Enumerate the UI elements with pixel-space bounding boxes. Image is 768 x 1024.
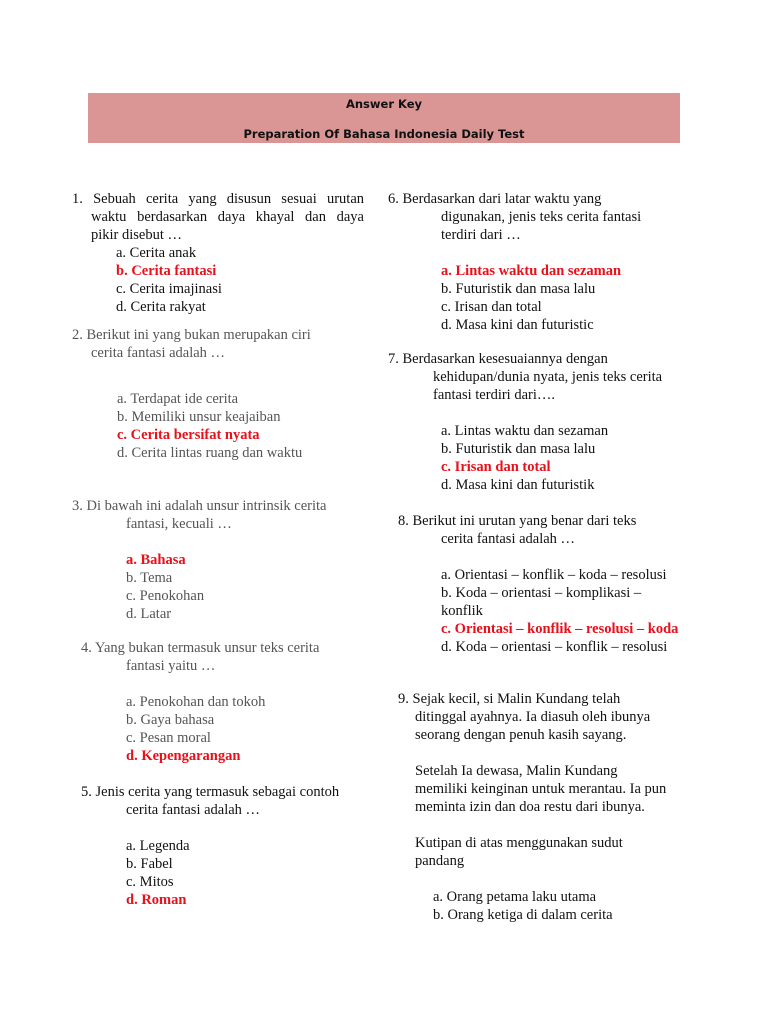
header-subtitle: Preparation Of Bahasa Indonesia Daily Test bbox=[243, 127, 525, 141]
option-c: c. Cerita imajinasi bbox=[116, 281, 222, 297]
option-d-correct: d. Kepengarangan bbox=[126, 748, 241, 764]
question-8-stem: 8. Berikut ini urutan yang benar dari teks cerita fantasi adalah … bbox=[398, 513, 637, 547]
option-b: b. Gaya bahasa bbox=[126, 712, 215, 728]
question-3-stem: 3. Di bawah ini adalah unsur intrinsik cerita fantasi, kecuali … bbox=[72, 498, 327, 532]
option-a: a. Legenda bbox=[126, 838, 190, 854]
option-a: a. Cerita anak bbox=[116, 245, 197, 261]
option-d: d. Koda – orientasi – konflik – resolusi bbox=[441, 639, 668, 655]
option-c: c. Pesan moral bbox=[126, 730, 211, 746]
option-d: d. Latar bbox=[126, 606, 172, 622]
option-c: c. Mitos bbox=[126, 874, 174, 890]
question-4-stem: 4. Yang bukan termasuk unsur teks cerita fantasi yaitu … bbox=[81, 640, 320, 674]
question-9-paragraph-2: Setelah Ia dewasa, Malin Kundang memiliki keinginan untuk merantau. Ia pun meminta izin dan doa restu dari ibunya. bbox=[415, 763, 667, 815]
option-a: a. Terdapat ide cerita bbox=[117, 391, 239, 407]
option-d-correct: d. Roman bbox=[126, 892, 187, 908]
question-7 bbox=[388, 350, 662, 494]
option-b: b. Orang ketiga di dalam cerita bbox=[433, 907, 613, 923]
question-2-stem: 2. Berikut ini yang bukan merupakan ciri cerita fantasi adalah … bbox=[72, 327, 311, 361]
header-title: Answer Key bbox=[345, 97, 423, 111]
option-a: a. Lintas waktu dan sezaman bbox=[441, 423, 609, 439]
option-d: d. Masa kini dan futuristic bbox=[441, 317, 594, 333]
option-b: b. Futuristik dan masa lalu bbox=[441, 441, 596, 457]
option-a: a. Penokohan dan tokoh bbox=[126, 694, 266, 710]
question-6-stem: 6. Berdasarkan dari latar waktu yang digunakan, jenis teks cerita fantasi terdiri dari … bbox=[388, 191, 642, 243]
question-4 bbox=[81, 639, 319, 765]
option-a: a. Orientasi – konflik – koda – resolusi bbox=[441, 567, 667, 583]
option-d: d. Cerita lintas ruang dan waktu bbox=[117, 445, 303, 461]
question-2 bbox=[72, 326, 311, 462]
question-9-prompt: Kutipan di atas menggunakan sudut pandang bbox=[415, 835, 623, 869]
option-d: d. Masa kini dan futuristik bbox=[441, 477, 595, 493]
option-a-correct: a. Lintas waktu dan sezaman bbox=[441, 263, 622, 279]
question-7-stem: 7. Berdasarkan kesesuaiannya dengan kehidupan/dunia nyata, jenis teks cerita fantasi terdiri dari…. bbox=[388, 351, 663, 403]
question-6 bbox=[388, 190, 641, 334]
option-b-correct: b. Cerita fantasi bbox=[116, 263, 217, 279]
answer-key-header bbox=[88, 93, 680, 143]
question-1-stem: 1. Sebuah cerita yang disusun sesuai urutan waktu berdasarkan daya khayal dan daya pikir disebut … bbox=[72, 191, 364, 243]
option-b: b. Koda – orientasi – komplikasi – konflik bbox=[441, 585, 642, 619]
option-c: c. Penokohan bbox=[126, 588, 205, 604]
option-c-correct: c. Cerita bersifat nyata bbox=[117, 427, 260, 443]
option-d: d. Cerita rakyat bbox=[116, 299, 206, 315]
option-a: a. Orang petama laku utama bbox=[433, 889, 597, 905]
option-c-correct: c. Orientasi – konflik – resolusi – koda bbox=[441, 621, 679, 637]
question-3 bbox=[72, 497, 327, 623]
option-b: b. Futuristik dan masa lalu bbox=[441, 281, 596, 297]
question-1 bbox=[72, 190, 364, 316]
option-a-correct: a. Bahasa bbox=[126, 552, 186, 568]
option-c: c. Irisan dan total bbox=[441, 299, 542, 315]
option-c-correct: c. Irisan dan total bbox=[441, 459, 551, 475]
question-8 bbox=[398, 512, 681, 656]
option-b: b. Memiliki unsur keajaiban bbox=[117, 409, 281, 425]
question-9-stem: 9. Sejak kecil, si Malin Kundang telah ditinggal ayahnya. Ia diasuh oleh ibunya seorang dengan penuh kasih sayang. bbox=[398, 691, 651, 743]
question-5-stem: 5. Jenis cerita yang termasuk sebagai contoh cerita fantasi adalah … bbox=[81, 784, 340, 818]
question-5 bbox=[81, 783, 339, 909]
option-b: b. Tema bbox=[126, 570, 173, 586]
question-9 bbox=[398, 690, 666, 924]
option-b: b. Fabel bbox=[126, 856, 173, 872]
